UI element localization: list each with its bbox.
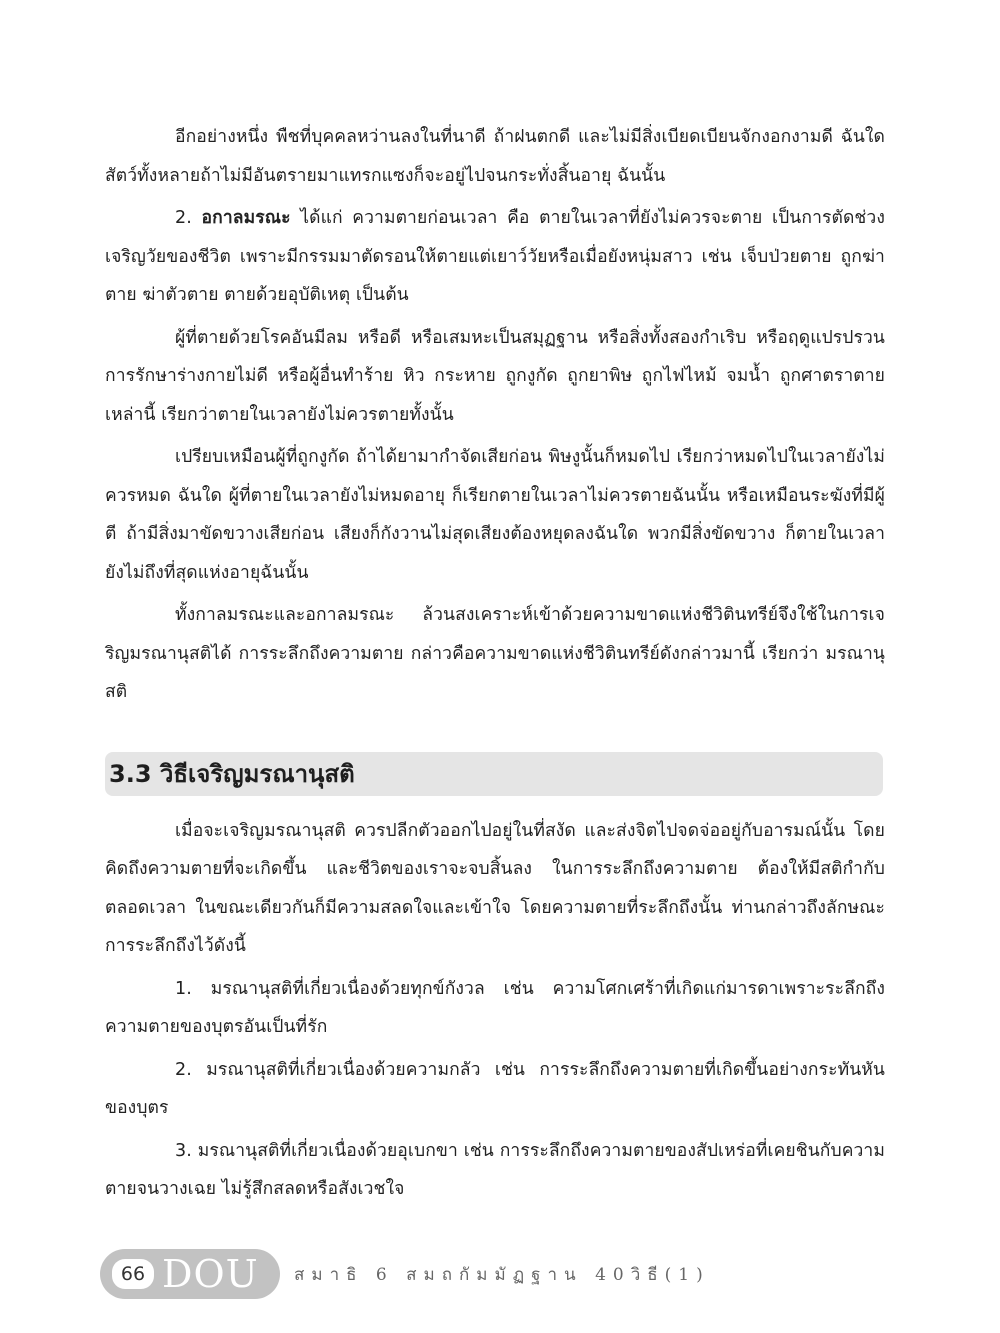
page-footer (100, 1249, 710, 1299)
paragraph: อีกอย่างหนึ่ง พืชที่บุคคลหว่านลงในที่นาดี ถ้าฝนตกดี และไม่มีสิ่งเบียดเบียนจักงอกงามดี ฉันใด สัตว์ทั้งหลายถ้าไม่มีอันตรายมาแทรกแซงก็จะอยู่ไปจนกระทั่งสิ้นอายุ ฉันนั้น (105, 127, 885, 186)
list-item: 2. มรณานุสติที่เกี่ยวเนื่องด้วยความกลัว เช่น การระลึกถึงความตายที่เกิดขึ้นอย่างกระทันหันของบุตร (105, 1059, 885, 1118)
brand-logo: DOU (162, 1252, 259, 1296)
paragraph: ผู้ที่ตายด้วยโรคอันมีลม หรือดี หรือเสมหะเป็นสมุฏฐาน หรือสิ่งทั้งสองกำเริบ หรือฤดูแปรปรวน การรักษาร่างกายไม่ดี หรือผู้อื่นทำร้าย หิว กระหาย ถูกงูกัด ถูกยาพิษ ถูกไฟไหม้ จมน้ำ ถูกศาตราตาย เหล่านี้ เรียกว่าตายในเวลายังไม่ควรตายทั้งนั้น (105, 327, 885, 425)
book-title: สมาธิ 6 สมถกัมมัฏฐาน 40วิธี(1) (294, 1264, 710, 1285)
footer-badge (100, 1249, 280, 1299)
paragraph: ทั้งกาลมรณะและอกาลมรณะ ล้วนสงเคราะห์เข้าด้วยความขาดแห่งชีวิตินทรีย์จึงใช้ในการเจริญมรณานุสติได้ การระลึกถึงความตาย กล่าวคือความขาดแห่งชีวิตินทรีย์ดังกล่าวมานี้ เรียกว่า มรณานุสติ (105, 605, 885, 702)
list-item: 1. มรณานุสติที่เกี่ยวเนื่องด้วยทุกข์กังวล เช่น ความโศกเศร้าที่เกิดแก่มารดาเพราะระลึกถึงความตายของบุตรอันเป็นที่รัก (105, 978, 885, 1037)
paragraph-akala (105, 199, 885, 315)
list-item: 3. มรณานุสติที่เกี่ยวเนื่องด้วยอุเบกขา เช่น การระลึกถึงความตายของสัปเหร่อที่เคยชินกับความตายจนวางเฉย ไม่รู้สึกสลดหรือสังเวชใจ (105, 1140, 885, 1199)
section-header (105, 752, 883, 796)
term-akala: อกาลมรณะ (201, 208, 291, 228)
paragraph: เมื่อจะเจริญมรณานุสติ ควรปลีกตัวออกไปอยู่ในที่สงัด และส่งจิตไปจดจ่ออยู่กับอารมณ์นั้น โดยคิดถึงความตายที่จะเกิดขึ้น และชีวิตของเราจะจบสิ้นลง ในการระลึกถึงความตาย ต้องให้มีสติกำกับตลอดเวลา ในขณะเดียวกันก็มีความสลดใจและเข้าใจ โดยความตายที่ระลึกถึงนั้น ท่านกล่าวถึงลักษณะการระลึกถึงไว้ดังนี้ (105, 820, 885, 956)
paragraph: เปรียบเหมือนผู้ที่ถูกงูกัด ถ้าได้ยามากำจัดเสียก่อน พิษงูนั้นก็หมดไป เรียกว่าหมดไปในเวลายังไม่ควรหมด ฉันใด ผู้ที่ตายในเวลายังไม่หมดอายุ ก็เรียกตายในเวลาไม่ควรตายฉันนั้น หรือเหมือนระฆังที่มีผู้ตี ถ้ามีสิ่งมาขัดขวางเสียก่อน เสียงก็กังวานไม่สุดเสียงต้องหยุดลงฉันใด พวกมีสิ่งขัดขวาง ก็ตายในเวลายังไม่ถึงที่สุดแห่งอายุฉันนั้น (105, 447, 885, 583)
page-body (105, 118, 885, 1213)
akala-text: ได้แก่ ความตายก่อนเวลา คือ ตายในเวลาที่ยังไม่ควรจะตาย เป็นการตัดช่วงเจริญวัยของชีวิต เพราะมีกรรมมาตัดรอนให้ตายแต่เยาว์วัยหรือเมื่อยังหนุ่มสาว เช่น เจ็บป่วยตาย ถูกฆ่าตาย ฆ่าตัวตาย ตายด้วยอุบัติเหตุ เป็นต้น (105, 208, 885, 305)
item-number: 2. (175, 208, 192, 228)
page-number: 66 (112, 1259, 154, 1289)
section-title: 3.3 วิธีเจริญมรณานุสติ (109, 760, 355, 788)
